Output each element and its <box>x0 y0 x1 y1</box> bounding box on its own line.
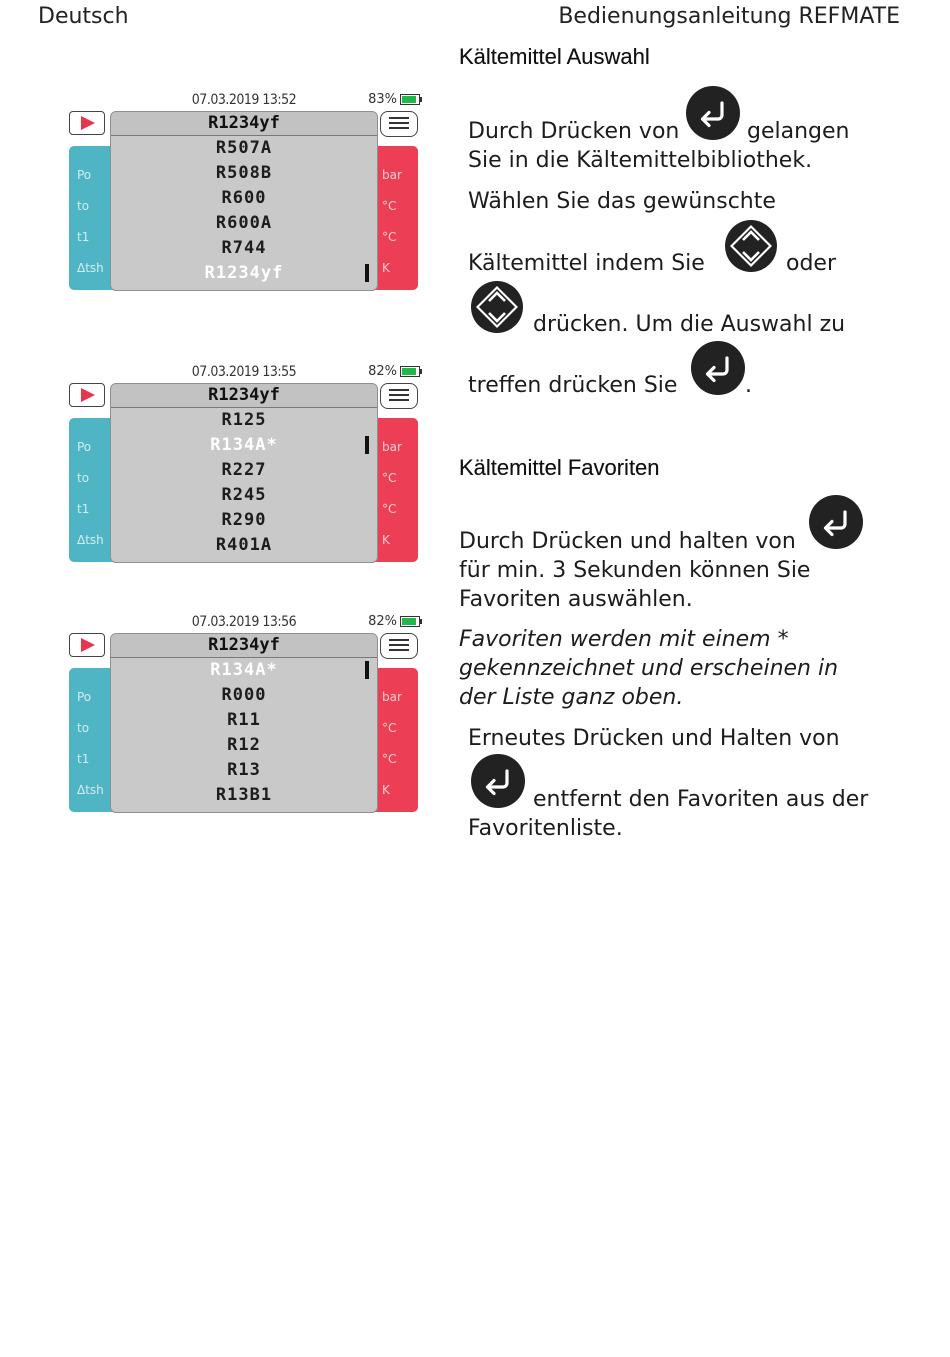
text-s1-p1b: gelangen <box>747 119 850 144</box>
refrigerant-list-item: R290 <box>221 510 267 530</box>
refrigerant-list-item: R134A* <box>210 660 278 680</box>
left-panel-label: to <box>77 721 90 735</box>
right-panel-label: K <box>382 783 390 797</box>
navigation-pad-icon <box>725 220 777 272</box>
scroll-indicator <box>365 661 369 679</box>
heading-refrigerant-selection: Kältemittel Auswahl <box>459 44 650 69</box>
play-icon <box>69 633 105 657</box>
enter-button-icon <box>471 754 525 808</box>
refrigerant-current: R1234yf <box>111 384 377 408</box>
refrigerant-list <box>110 111 378 291</box>
text-s1-p1a: Durch Drücken von <box>468 119 680 144</box>
left-panel-label: t1 <box>77 502 90 516</box>
battery-percent: 82% <box>368 614 397 629</box>
refrigerant-list-item: R245 <box>221 485 267 505</box>
right-panel-label: °C <box>382 471 397 485</box>
battery-percent: 83% <box>368 92 397 107</box>
refrigerant-list-item: R401A <box>215 535 273 555</box>
left-panel-label: Δtsh <box>77 533 104 547</box>
left-panel-label: Δtsh <box>77 783 104 797</box>
device-screen <box>66 614 422 814</box>
refrigerant-list-item: R13B1 <box>215 785 273 805</box>
menu-icon <box>380 633 418 659</box>
right-panel-label: bar <box>382 168 402 182</box>
left-panel-label: to <box>77 199 90 213</box>
device-screen <box>66 92 422 292</box>
battery-icon <box>400 366 420 377</box>
scroll-indicator <box>365 436 369 454</box>
refrigerant-list-item: R508B <box>215 163 273 183</box>
text-s2-p4: Favoritenliste. <box>468 816 623 841</box>
right-panel-label: K <box>382 533 390 547</box>
play-icon <box>69 383 105 407</box>
navigation-pad-icon <box>471 281 523 333</box>
right-panel-label: °C <box>382 721 397 735</box>
right-panel-label: °C <box>382 752 397 766</box>
battery-percent: 82% <box>368 364 397 379</box>
screen-battery <box>368 614 420 629</box>
text-s1-p4: drücken. Um die Auswahl zu <box>533 312 846 337</box>
refrigerant-list-item: R744 <box>221 238 267 258</box>
left-panel-label: t1 <box>77 230 90 244</box>
refrigerant-list-item: R134A* <box>210 435 278 455</box>
right-panel-label: K <box>382 261 390 275</box>
battery-icon <box>400 616 420 627</box>
header-language: Deutsch <box>38 4 129 29</box>
left-panel-label: t1 <box>77 752 90 766</box>
refrigerant-list <box>110 633 378 813</box>
note-favorites-2: gekennzeichnet und erscheinen in <box>459 656 839 681</box>
refrigerant-list <box>110 383 378 563</box>
refrigerant-list-item: R600 <box>221 188 267 208</box>
text-s1-p1c: Sie in die Kältemittelbibliothek. <box>468 148 813 173</box>
text-s2-p1c: Favoriten auswählen. <box>459 587 693 612</box>
left-panel-label: Δtsh <box>77 261 104 275</box>
refrigerant-current: R1234yf <box>111 634 377 658</box>
refrigerant-list-item: R11 <box>227 710 261 730</box>
right-panel-label: bar <box>382 690 402 704</box>
text-s2-p1a: Durch Drücken und halten von <box>459 529 796 554</box>
enter-button-icon <box>691 341 745 395</box>
menu-icon <box>380 111 418 137</box>
right-panel-label: bar <box>382 440 402 454</box>
left-panel-label: Po <box>77 690 92 704</box>
note-favorites-3: der Liste ganz oben. <box>459 685 684 710</box>
battery-icon <box>400 94 420 105</box>
refrigerant-list-item: R227 <box>221 460 267 480</box>
text-s1-p3a: Kältemittel indem Sie <box>468 251 705 276</box>
screen-datetime: 07.03.2019 13:55 <box>191 364 297 380</box>
text-s2-p3: entfernt den Favoriten aus der <box>533 787 869 812</box>
screen-datetime: 07.03.2019 13:56 <box>191 614 297 630</box>
screen-datetime: 07.03.2019 13:52 <box>191 92 297 108</box>
refrigerant-list-item: R13 <box>227 760 261 780</box>
text-s1-p2: Wählen Sie das gewünschte <box>468 189 776 214</box>
text-s2-p1b: für min. 3 Sekunden können Sie <box>459 558 811 583</box>
refrigerant-list-item: R125 <box>221 410 267 430</box>
refrigerant-list-item: R000 <box>221 685 267 705</box>
scroll-indicator <box>365 264 369 282</box>
refrigerant-list-item: R507A <box>215 138 273 158</box>
right-panel-label: °C <box>382 199 397 213</box>
text-s1-p5b: . <box>745 373 752 398</box>
header-manual-title: Bedienungsanleitung REFMATE <box>558 4 900 29</box>
right-panel-label: °C <box>382 230 397 244</box>
text-s2-p2: Erneutes Drücken und Halten von <box>468 726 840 751</box>
refrigerant-list-item: R600A <box>215 213 273 233</box>
screen-battery <box>368 92 420 107</box>
screen-battery <box>368 364 420 379</box>
refrigerant-current: R1234yf <box>111 112 377 136</box>
left-panel-label: Po <box>77 440 92 454</box>
device-screen <box>66 364 422 564</box>
text-s1-p3b: oder <box>786 251 837 276</box>
refrigerant-list-item: R1234yf <box>204 263 284 283</box>
menu-icon <box>380 383 418 409</box>
left-panel-label: Po <box>77 168 92 182</box>
heading-refrigerant-favorites: Kältemittel Favoriten <box>459 455 660 480</box>
note-favorites-1: Favoriten werden mit einem * <box>459 627 789 652</box>
enter-button-icon <box>686 86 740 140</box>
enter-button-icon <box>809 495 863 549</box>
refrigerant-list-item: R12 <box>227 735 261 755</box>
text-s1-p5a: treffen drücken Sie <box>468 373 678 398</box>
left-panel-label: to <box>77 471 90 485</box>
right-panel-label: °C <box>382 502 397 516</box>
play-icon <box>69 111 105 135</box>
